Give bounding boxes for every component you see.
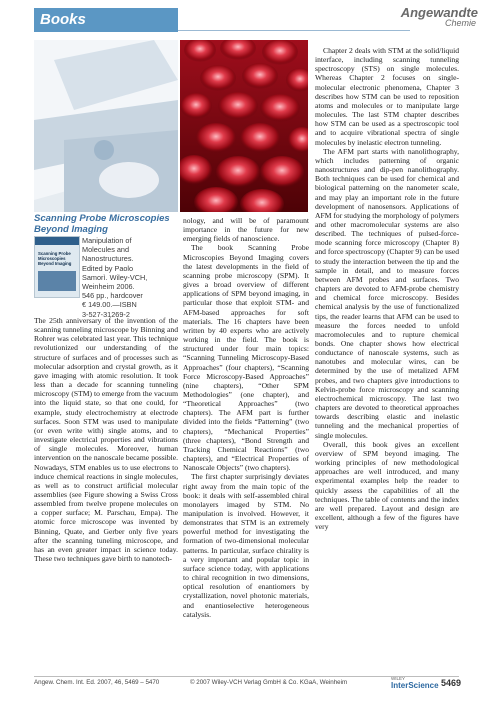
- paragraph: The first chapter surprisingly deviates right away from the main topic of the book: it deals with self-assembled chiral monolayers imaged by STM. No manipulation is involved. However, it demonstrates that STM is an extremely powerful method for investigating the formation of two-dimensional molecular patterns. In particular, surface chirality is a very important and popular topic in surface science today, with applications to chiral recognition in two dimensions, optical resolution of enantiomers by crystallization, novel photonic materials, and enantioselective heterogeneous catalysis.: [183, 472, 309, 619]
- book-info-line: 546 pp., hardcover: [82, 291, 143, 301]
- book-info-line: Samorì. Wiley-VCH,: [82, 272, 148, 282]
- journal-name: Angewandte: [400, 5, 478, 20]
- book-info-line: 3-527-31269-2: [82, 309, 130, 319]
- paragraph: The book Scanning Probe Microscopies Beyond Imaging covers the latest developments in the field of scanning probe microscopy (SPM). It gives a broad overview of different applications of SPM beyond imaging, in particular those that exploit STM- and AFM-based approaches for soft materials. The 16 chapters have been written by 40 experts who are actively working in the field. The book is structured under four main topics: “Scanning Tunneling Microscopy-Based Approaches” (four chapters), “Scanning Force Microscopy-Based Approaches” (nine chapters), “Other SPM Methodologies” (one chapter), and “Theoretical Approaches” (two chapters). The AFM part is further divided into the fields “Patterning” (two chapters), “Mechanical Properties” (three chapters), “Bond Strength and Tracking Chemical Reactions” (two chapters), and “Electrical Properties of Nanoscale Objects” (two chapters).: [183, 243, 309, 473]
- section-tab: [34, 8, 178, 32]
- header-rule: [178, 30, 410, 31]
- book-info-line: Weinheim 2006.: [82, 282, 135, 292]
- book-cover: [34, 236, 80, 298]
- book-info-line: Manipulation of: [82, 236, 132, 245]
- text-column-2: [183, 216, 309, 619]
- book-info-line: Nanostructures.: [82, 254, 134, 264]
- page-number: 5469: [441, 678, 462, 688]
- cover-title: Scanning Probe Microscopies Beyond Imaging: [38, 251, 72, 266]
- text-column-3: [315, 46, 459, 531]
- journal-subname: Chemie: [444, 18, 476, 28]
- book-info-line: Molecules and: [82, 245, 130, 255]
- logo-wiley: WILEY: [391, 676, 406, 681]
- footer-citation: Angew. Chem. Int. Ed. 2007, 46, 5469 – 5470: [34, 679, 160, 686]
- logo-interscience: InterScience: [391, 681, 439, 690]
- paragraph: Overall, this book gives an excellent overview of SPM beyond imaging. The working principles of new methodological approaches are well introduced, and many experimental examples help the reader to quickly assess the capabilities of all the techniques. The table of contents and the index are well prepared. Layout and design are excellent, although a few of the figures have very: [315, 439, 459, 532]
- paragraph: nology, and will be of paramount importance in the future for new emerging fields of nanoscience.: [183, 216, 309, 244]
- stm-figure-image: [180, 40, 308, 212]
- paragraph: Chapter 2 deals with STM at the solid/liquid interface, including scanning tunneling spectroscopy (STS) on single molecules. Whereas Chapter 2 focuses on single-molecular electronic phenomena, Chapter 3 describes how STM can be used to reposition atoms and molecules or to manipulate large molecules. The last STM chapter describes how STM can be used as a spectroscopic tool and to acquire vibrational spectra of single molecules by inelastic electron tunneling.: [315, 46, 459, 147]
- cover-image: [38, 271, 76, 291]
- book-info: [82, 236, 178, 319]
- book-info-line: € 149.00.—ISBN: [82, 300, 137, 310]
- text-column-1: [34, 316, 178, 563]
- cover-band: [35, 237, 79, 245]
- journal-logo: [401, 6, 478, 28]
- photo-illustration: [34, 40, 178, 212]
- book-info-line: Edited by Paolo: [82, 263, 134, 273]
- paragraph: The AFM part starts with nanolithography, which includes patterning of organic nanostructures and dip-pen nanolithography. Both techniques can be used for chemical and biological patterning on the nanometer scale, and may play an important role in the future development of nanosensors. Applications of AFM for studying the morphology of polymers and other macromolecular systems are also described. The techniques of pulsed-force-mode scanning force microscopy (Chapter 8) and force spectroscopy (Chapter 9) can be used to study the interaction between the tip and the sample in detail, and to measure forces between AFM probes and surfaces. Two chapters are devoted to AFM-probe chemistry and chemical force microscopy. Besides chemical analysis by the use of functionalized tips, the reader learns that AFM can be used to measure the forces needed to unfold macromolecules and to rupture chemical bonds. One chapter shows how electrical conductance of nanoscale systems, such as nanotubes and molecular wires, can be determined by the use of metalized AFM probes, and two chapters give introductions to Kelvin-probe force microscopy and scanning electrochemical microscopy. The last two chapters are devoted to theoretical approaches towards describing elastic and inelastic tunneling and the mechanical properties of single molecules.: [315, 146, 460, 440]
- interscience-logo: [391, 676, 439, 690]
- footer-copyright: © 2007 Wiley-VCH Verlag GmbH & Co. KGaA, Weinheim: [190, 679, 348, 686]
- paragraph: The 25th anniversary of the invention of the scanning tunneling microscope by Binning and Rohrer was celebrated last year. This technique revolutionized our understanding of the structure of surfaces and of processes such as molecular adsorption and crystal growth, as it gave imaging with atomic resolution. It took less than a decade for scanning tunneling microscopy (STM) to emerge from the vacuum into the liquid state, so that one could, for example, study electrochemistry at electrode surfaces. Soon STM was used to manipulate (or even write with) single atoms, and to investigate electrical properties and vibrations of single molecules. Moreover, human intervention on the nanoscale became possible. Nowadays, STM enables us to use electrons to induce chemical reactions in single molecules, as well as to construct artificial molecular assemblies (see Figure showing a Swiss Cross assembled from twelve propene molecules on a copper surface; M. Parschau, Empa). The atomic force microscope was invented by Binning, Quate, and Gerber only five years after the scanning tuneling microscope, and has an even greater impact in science today. These two techniques gave birth to nanotech-: [34, 316, 178, 564]
- reviewer-photo: [34, 40, 178, 212]
- book-title: Scanning Probe Microscopies Beyond Imaging: [34, 213, 170, 235]
- section-label: Books: [40, 11, 86, 28]
- stm-figure: [180, 40, 308, 212]
